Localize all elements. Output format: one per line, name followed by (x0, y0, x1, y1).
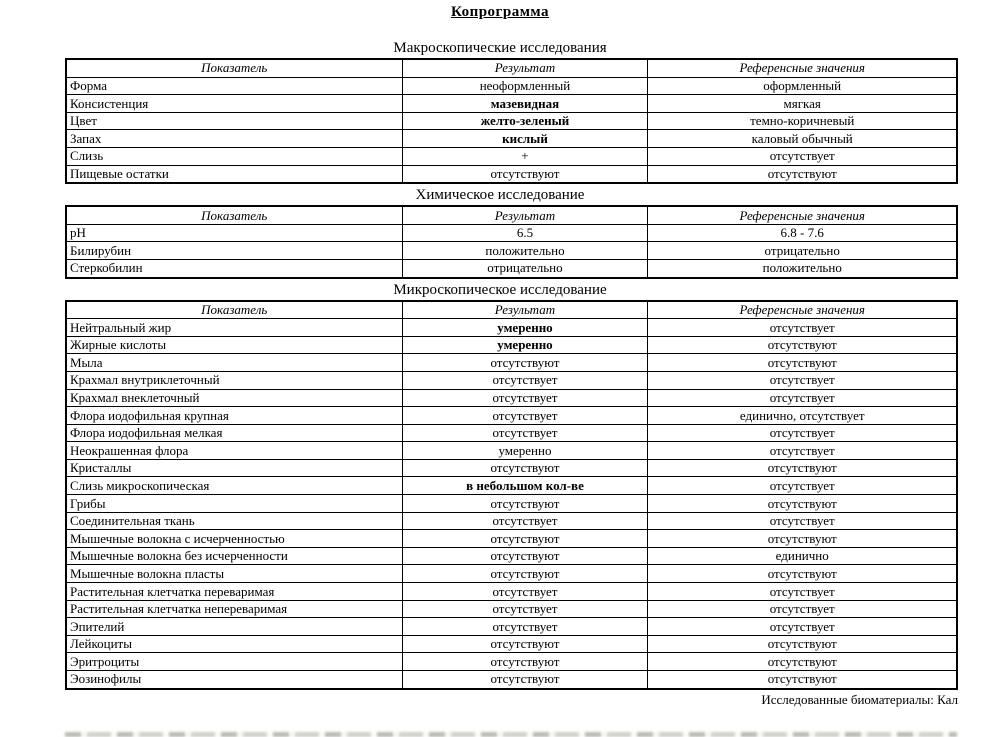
result-value: отсутствуют (402, 354, 648, 372)
result-value: отсутствуют (402, 459, 648, 477)
table-header-row (66, 206, 957, 224)
reference-value: оформленный (648, 77, 957, 95)
reference-value: положительно (648, 259, 957, 277)
table-row (66, 407, 957, 425)
reference-value: 6.8 - 7.6 (648, 224, 957, 242)
reference-value: единично (648, 547, 957, 565)
reference-value: отсутствует (648, 512, 957, 530)
indicator-name: Запах (66, 130, 402, 148)
result-value: отсутствуют (402, 547, 648, 565)
reference-value: отсутствуют (648, 530, 957, 548)
result-value: отсутствует (402, 618, 648, 636)
table-row (66, 147, 957, 165)
reference-value: отсутствуют (648, 336, 957, 354)
indicator-name: Растительная клетчатка непереваримая (66, 600, 402, 618)
indicator-name: Пищевые остатки (66, 165, 402, 183)
section-microscopic (0, 282, 1000, 690)
table-row (66, 95, 957, 113)
result-value: отрицательно (402, 259, 648, 277)
table-row (66, 371, 957, 389)
table-row (66, 77, 957, 95)
table-row (66, 424, 957, 442)
indicator-name: Слизь микроскопическая (66, 477, 402, 495)
indicator-name: pH (66, 224, 402, 242)
indicator-name: Мыла (66, 354, 402, 372)
result-value: отсутствуют (402, 671, 648, 689)
indicator-name: Мышечные волокна без исчерченности (66, 547, 402, 565)
table-row (66, 242, 957, 260)
result-value: отсутствуют (402, 495, 648, 513)
table-row (66, 259, 957, 277)
result-value: неоформленный (402, 77, 648, 95)
indicator-name: Неокрашенная флора (66, 442, 402, 460)
column-header-reference: Референсные значения (648, 301, 957, 319)
indicator-name: Кристаллы (66, 459, 402, 477)
indicator-name: Эпителий (66, 618, 402, 636)
section-heading-microscopic: Микроскопическое исследование (393, 281, 607, 298)
indicator-name: Лейкоциты (66, 635, 402, 653)
column-header-reference: Референсные значения (648, 59, 957, 77)
result-value: 6.5 (402, 224, 648, 242)
table-row (66, 165, 957, 183)
result-value: желто-зеленый (402, 112, 648, 130)
column-header-result: Результат (402, 59, 648, 77)
table-header (66, 301, 957, 319)
chemical-results-table (65, 205, 958, 278)
microscopic-results-table (65, 300, 958, 690)
reference-value: каловый обычный (648, 130, 957, 148)
macroscopic-results-table (65, 58, 958, 184)
reference-value: темно-коричневый (648, 112, 957, 130)
reference-value: отрицательно (648, 242, 957, 260)
reference-value: отсутствуют (648, 653, 957, 671)
table-row (66, 319, 957, 337)
result-value: умеренно (402, 336, 648, 354)
reference-value: отсутствует (648, 600, 957, 618)
reference-value: отсутствуют (648, 671, 957, 689)
table-row (66, 442, 957, 460)
indicator-name: Цвет (66, 112, 402, 130)
table-row (66, 459, 957, 477)
result-value: отсутствуют (402, 565, 648, 583)
indicator-name: Консистенция (66, 95, 402, 113)
result-value: отсутствуют (402, 530, 648, 548)
table-row (66, 336, 957, 354)
biomaterials-note: Исследованные биоматериалы: Кал (761, 691, 958, 707)
reference-value: отсутствует (648, 319, 957, 337)
indicator-name: Билирубин (66, 242, 402, 260)
table-header-row (66, 301, 957, 319)
column-header-indicator: Показатель (66, 206, 402, 224)
column-header-result: Результат (402, 206, 648, 224)
result-value: + (402, 147, 648, 165)
indicator-name: Форма (66, 77, 402, 95)
reference-value: отсутствует (648, 424, 957, 442)
indicator-name: Растительная клетчатка переваримая (66, 583, 402, 601)
table-header (66, 206, 957, 224)
indicator-name: Крахмал внутриклеточный (66, 371, 402, 389)
indicator-name: Флора иодофильная мелкая (66, 424, 402, 442)
indicator-name: Мышечные волокна с исчерченностью (66, 530, 402, 548)
page-title: Копрограмма (450, 4, 550, 20)
result-value: в небольшом кол-ве (402, 477, 648, 495)
table-row (66, 389, 957, 407)
indicator-name: Стеркобилин (66, 259, 402, 277)
indicator-name: Слизь (66, 147, 402, 165)
table-header-row (66, 59, 957, 77)
table-row (66, 477, 957, 495)
table-row (66, 671, 957, 689)
indicator-name: Эритроциты (66, 653, 402, 671)
reference-value: отсутствует (648, 389, 957, 407)
column-header-reference: Референсные значения (648, 206, 957, 224)
column-header-indicator: Показатель (66, 301, 402, 319)
table-row (66, 600, 957, 618)
result-value: мазевидная (402, 95, 648, 113)
table-row (66, 547, 957, 565)
reference-value: отсутствуют (648, 354, 957, 372)
table-header (66, 59, 957, 77)
reference-value: единично, отсутствует (648, 407, 957, 425)
table-row (66, 565, 957, 583)
section-macroscopic (0, 40, 1000, 184)
reference-value: отсутствует (648, 147, 957, 165)
table-row (66, 618, 957, 636)
column-header-result: Результат (402, 301, 648, 319)
table-row (66, 583, 957, 601)
table-row (66, 112, 957, 130)
table-row (66, 635, 957, 653)
indicator-name: Нейтральный жир (66, 319, 402, 337)
reference-value: отсутствуют (648, 565, 957, 583)
result-value: умеренно (402, 442, 648, 460)
table-row (66, 224, 957, 242)
result-value: отсутствует (402, 600, 648, 618)
result-value: отсутствуют (402, 165, 648, 183)
table-row (66, 512, 957, 530)
indicator-name: Крахмал внеклеточный (66, 389, 402, 407)
table-row (66, 495, 957, 513)
section-heading-macroscopic: Макроскопические исследования (393, 40, 607, 56)
result-value: отсутствует (402, 424, 648, 442)
result-value: кислый (402, 130, 648, 148)
table-row (66, 653, 957, 671)
indicator-name: Грибы (66, 495, 402, 513)
indicator-name: Эозинофилы (66, 671, 402, 689)
reference-value: отсутствуют (648, 459, 957, 477)
column-header-indicator: Показатель (66, 59, 402, 77)
indicator-name: Жирные кислоты (66, 336, 402, 354)
reference-value: отсутствуют (648, 635, 957, 653)
indicator-name: Мышечные волокна пласты (66, 565, 402, 583)
result-value: положительно (402, 242, 648, 260)
result-value: отсутствует (402, 512, 648, 530)
reference-value: отсутствует (648, 583, 957, 601)
result-value: умеренно (402, 319, 648, 337)
table-row (66, 530, 957, 548)
section-heading-chemical: Химическое исследование (415, 187, 585, 204)
reference-value: отсутствуют (648, 495, 957, 513)
result-value: отсутствуют (402, 653, 648, 671)
reference-value: отсутствуют (648, 165, 957, 183)
reference-value: отсутствует (648, 477, 957, 495)
reference-value: отсутствует (648, 618, 957, 636)
result-value: отсутствует (402, 407, 648, 425)
result-value: отсутствуют (402, 635, 648, 653)
table-row (66, 354, 957, 372)
indicator-name: Соединительная ткань (66, 512, 402, 530)
reference-value: отсутствует (648, 442, 957, 460)
section-chemical (0, 187, 1000, 278)
table-row (66, 130, 957, 148)
reference-value: мягкая (648, 95, 957, 113)
coprogram-report-document (0, 4, 1000, 708)
indicator-name: Флора иодофильная крупная (66, 407, 402, 425)
result-value: отсутствует (402, 583, 648, 601)
result-value: отсутствует (402, 371, 648, 389)
reference-value: отсутствует (648, 371, 957, 389)
result-value: отсутствует (402, 389, 648, 407)
